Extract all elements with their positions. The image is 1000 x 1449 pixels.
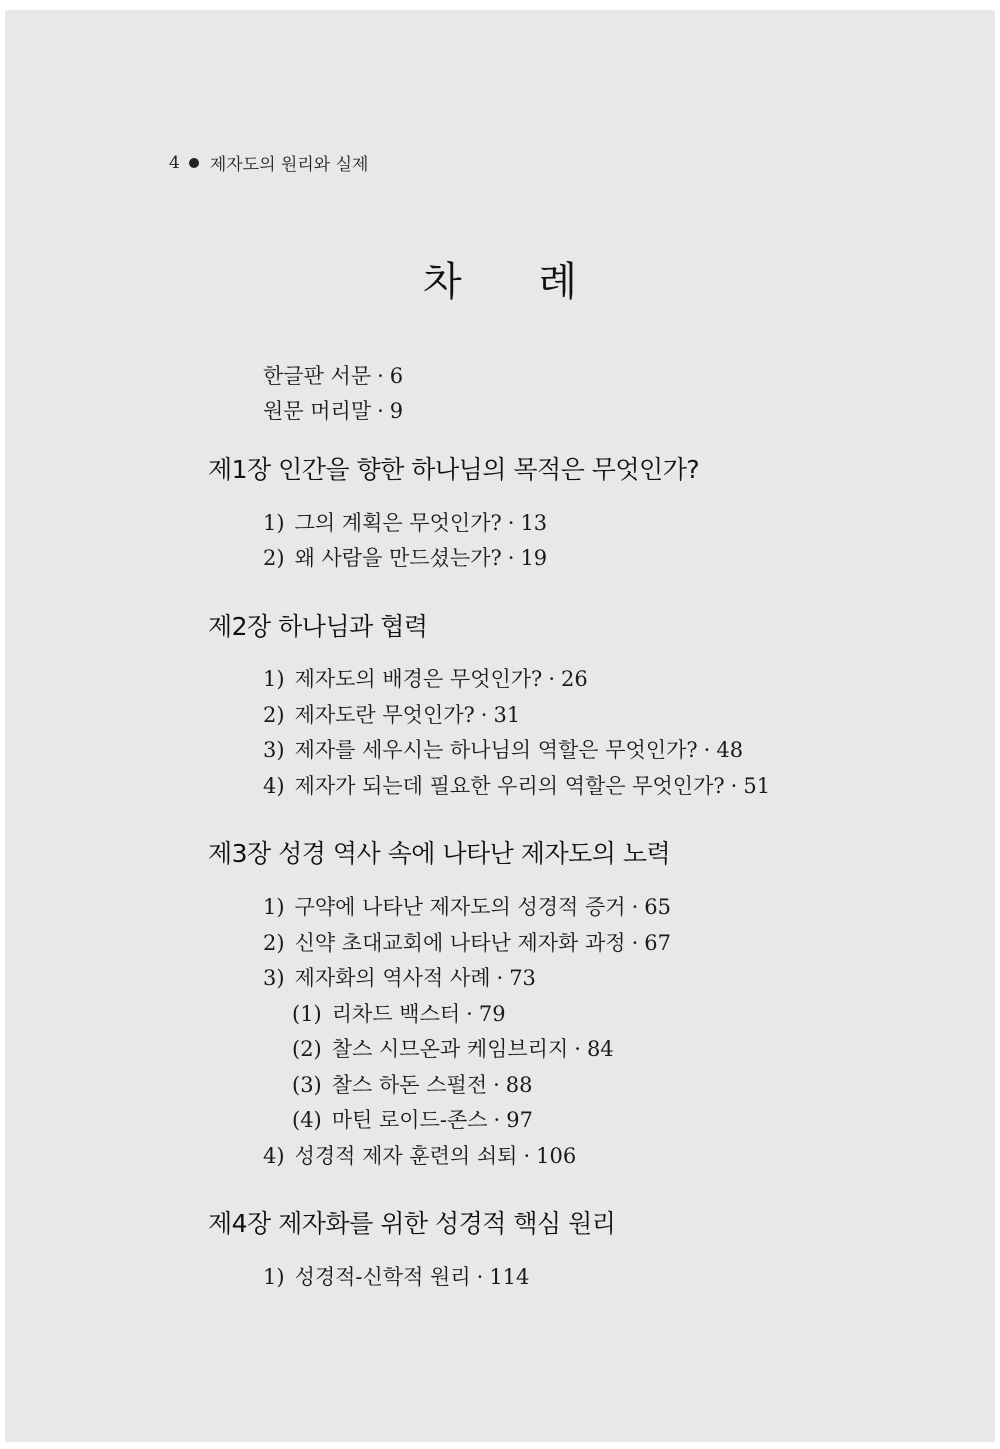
book-page [5,10,995,1442]
page-number: 4 [169,152,180,173]
entry-title: 그의 계획은 무엇인가? [294,511,502,535]
bullet-icon [189,158,199,168]
toc-subentry [292,1033,614,1063]
entry-page: 73 [509,966,536,990]
entry-number: (3) [292,1073,322,1097]
entry-number: (2) [292,1037,322,1061]
entry-page: 13 [520,511,548,535]
chapter-heading: 제3장 성경 역사 속에 나타난 제자도의 노력 [208,839,671,868]
entry-number: 4) [263,1144,285,1168]
entry-page: 67 [644,931,671,955]
entry-number: (4) [292,1108,322,1132]
toc-entry [263,734,743,764]
toc-entry [263,663,588,693]
toc-entry [263,699,520,729]
toc-subentry [292,1104,533,1134]
entry-separator: · [523,1144,531,1168]
book-title: 제자도의 원리와 실제 [209,155,369,175]
entry-separator: · [496,966,504,990]
entry-title: 찰스 하돈 스펄전 [331,1073,488,1097]
chapter-heading: 제2장 하나님과 협력 [208,612,428,641]
toc-entry [263,507,547,537]
entry-page: 51 [743,774,771,798]
entry-title: 성경적 제자 훈련의 쇠퇴 [294,1144,518,1168]
toc-title: 차 례 [423,259,609,305]
entry-separator: · [476,1265,484,1289]
toc-entry-preface-korean [263,360,403,390]
toc-entry [263,891,671,921]
entry-separator: · [493,1073,500,1097]
toc-entry [263,927,671,957]
entry-title: 원문 머리말 [263,399,372,423]
chapter-heading: 제1장 인간을 향한 하나님의 목적은 무엇인가? [208,455,700,484]
toc-subentry [292,1069,533,1099]
entry-separator: · [730,774,738,798]
toc-entry [263,770,770,800]
entry-title: 제자도란 무엇인가? [294,703,475,727]
entry-title: 제자를 세우시는 하나님의 역할은 무엇인가? [294,738,698,762]
entry-separator: · [631,931,639,955]
entry-title: 신약 초대교회에 나타난 제자화 과정 [294,931,626,955]
entry-title: 마틴 로이드-존스 [331,1108,488,1132]
toc-subentry [292,998,506,1028]
entry-page: 65 [644,895,671,919]
entry-title: 한글판 서문 [263,364,372,388]
running-header [169,150,368,175]
entry-number: (1) [292,1002,322,1026]
entry-page: 79 [478,1002,506,1026]
entry-number: 1) [263,895,285,919]
entry-page: 6 [389,364,404,388]
entry-page: 26 [561,667,588,691]
entry-title: 왜 사람을 만드셨는가? [294,546,502,570]
entry-separator: · [574,1037,581,1061]
entry-number: 3) [263,738,285,762]
entry-number: 2) [263,546,285,570]
entry-page: 19 [520,546,548,570]
entry-number: 2) [263,931,285,955]
toc-entry [263,1140,576,1170]
entry-separator: · [377,399,384,423]
entry-separator: · [703,738,711,762]
entry-page: 106 [536,1144,577,1168]
entry-separator: · [493,1108,501,1132]
entry-number: 1) [263,511,285,535]
entry-separator: · [377,364,384,388]
entry-separator: · [480,703,488,727]
chapter-heading: 제4장 제자화를 위한 성경적 핵심 원리 [208,1209,616,1238]
entry-title: 제자화의 역사적 사례 [294,966,491,990]
entry-number: 4) [263,774,285,798]
entry-page: 9 [389,399,404,423]
entry-separator: · [507,511,515,535]
entry-page: 97 [506,1108,533,1132]
entry-separator: · [507,546,515,570]
toc-entry [263,962,536,992]
entry-title: 제자가 되는데 필요한 우리의 역할은 무엇인가? [294,774,725,798]
entry-page: 31 [493,703,521,727]
entry-separator: · [548,667,556,691]
entry-page: 88 [505,1073,533,1097]
entry-title: 리차드 백스터 [331,1002,461,1026]
entry-title: 제자도의 배경은 무엇인가? [294,667,543,691]
entry-page: 114 [489,1265,530,1289]
entry-title: 찰스 시므온과 케임브리지 [331,1037,569,1061]
toc-entry [263,542,547,572]
entry-number: 3) [263,966,285,990]
entry-page: 48 [716,738,744,762]
entry-page: 84 [586,1037,614,1061]
toc-entry [263,1261,529,1291]
entry-number: 1) [263,1265,285,1289]
toc-entry-preface-original [263,395,403,425]
entry-number: 2) [263,703,285,727]
entry-separator: · [631,895,639,919]
entry-title: 구약에 나타난 제자도의 성경적 증거 [294,895,626,919]
entry-separator: · [466,1002,473,1026]
entry-title: 성경적-신학적 원리 [294,1265,471,1289]
entry-number: 1) [263,667,285,691]
